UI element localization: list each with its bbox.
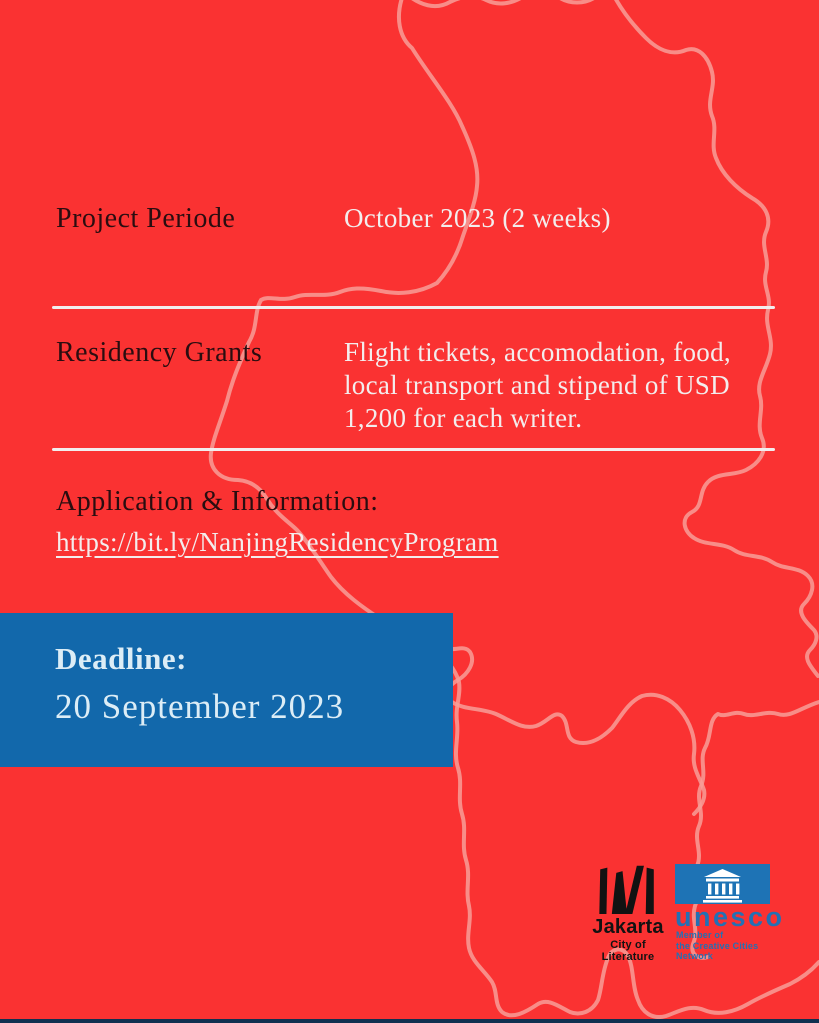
bottom-accent-strip: [0, 1019, 819, 1023]
unesco-member-line1: Member of: [676, 930, 724, 940]
application-link[interactable]: https://bit.ly/NanjingResidencyProgram: [56, 527, 499, 557]
jakarta-logo-mark-icon: [596, 864, 658, 914]
unesco-logo: [675, 862, 785, 961]
project-period-value: October 2023 (2 weeks): [344, 203, 611, 233]
unesco-temple-icon: [675, 864, 770, 904]
deadline-box: [0, 613, 453, 767]
deadline-date: 20 September 2023: [55, 687, 345, 726]
jakarta-city-of-literature-logo: [588, 858, 666, 963]
unesco-member-line2: the Creative Cities Network: [676, 941, 759, 961]
divider-line-1: [52, 306, 775, 309]
unesco-wordmark: unesco: [675, 902, 785, 932]
jakarta-logo-title: Jakarta: [592, 916, 664, 938]
divider-line-2: [52, 448, 775, 451]
residency-grants-value: Flight tickets, accomodation, food, local transport and stipend of USD 1,200 for each writer.: [344, 337, 731, 434]
residency-grants-label: Residency Grants: [56, 337, 263, 368]
deadline-label: Deadline:: [55, 641, 187, 676]
project-period-label: Project Periode: [56, 203, 236, 234]
application-info-heading: Application & Information:: [56, 486, 379, 517]
jakarta-logo-subtitle: City of Literature: [601, 939, 655, 963]
